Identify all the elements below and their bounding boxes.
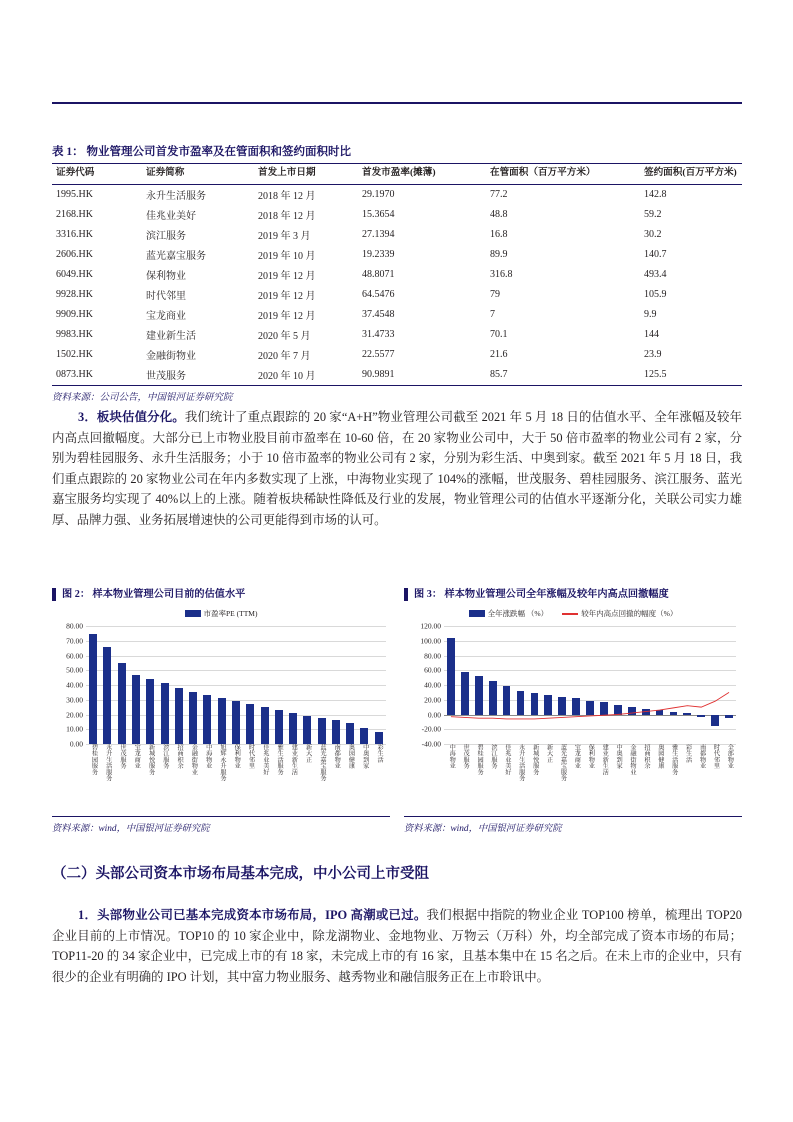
- cell-managed-area: 7: [490, 309, 495, 321]
- section-heading: （二）头部公司资本市场布局基本完成，中小公司上市受阻: [52, 866, 429, 882]
- figure-valuation-level: [52, 588, 390, 834]
- bar-rect: [246, 704, 254, 744]
- bar-rect: [146, 679, 154, 744]
- table-col-header: 在管面积（百万平方米）: [486, 164, 640, 185]
- cell-code: 9928.HK: [56, 289, 93, 301]
- cell-code: 9983.HK: [56, 329, 93, 341]
- cell-name: 佳兆业美好: [146, 211, 196, 223]
- y-tick-label: 20.00: [424, 695, 441, 705]
- bar-rect: [132, 675, 140, 744]
- cell-pe: 27.1394: [362, 229, 395, 241]
- figure3-plot-area: [404, 604, 742, 800]
- x-tick-label: 中奥到家: [615, 744, 623, 769]
- figure2-source: 资料来源：wind，中国银河证券研究院: [52, 824, 210, 834]
- x-tick-label: 蓝光嘉宝服务: [559, 744, 567, 782]
- y-tick-label: 60.00: [424, 665, 441, 675]
- cell-pe: 31.4733: [362, 329, 395, 341]
- y-tick-label: 30.00: [66, 695, 83, 705]
- x-tick-label: 建业新生活: [290, 744, 298, 775]
- cell-name: 永升生活服务: [146, 191, 206, 203]
- bar: [229, 626, 243, 744]
- bar-rect: [360, 728, 368, 744]
- legend-item-pe: [185, 608, 258, 619]
- y-tick-label: 100.00: [420, 636, 441, 646]
- bar-rect: [289, 713, 297, 744]
- cell-code: 1995.HK: [56, 189, 93, 201]
- cell-contracted-area: 142.8: [644, 189, 667, 201]
- table-col-header: 首发上市日期: [254, 164, 358, 185]
- cell-pe: 29.1970: [362, 189, 395, 201]
- paragraph-valuation: [52, 407, 742, 531]
- x-tick-label: 彩生活: [684, 744, 692, 763]
- figure2-rule: [52, 816, 390, 817]
- bar-rect: [118, 663, 126, 744]
- metrics-table: [52, 163, 742, 386]
- bar-rect: [375, 732, 383, 744]
- cell-code: 3316.HK: [56, 229, 93, 241]
- bar-rect: [89, 634, 97, 744]
- bar: [286, 626, 300, 744]
- x-tick-label: 佳兆业美好: [261, 744, 269, 775]
- bar-rect: [346, 723, 354, 744]
- bar: [172, 626, 186, 744]
- x-tick-label: 雅生活服务: [276, 744, 284, 775]
- x-tick-label: 碧桂园服务: [476, 744, 484, 775]
- legend-label: 全年涨跌幅 （%）: [487, 609, 549, 618]
- table-row: [52, 265, 742, 285]
- table-header-row: [52, 164, 742, 185]
- table-row: [52, 205, 742, 225]
- paragraph-capital-market: [52, 905, 742, 987]
- cell-date: 2019 年 12 月: [258, 311, 316, 323]
- figure2-title: 图 2： 样本物业管理公司目前的估值水平: [52, 588, 390, 601]
- table-body: [52, 184, 742, 385]
- bar-rect: [232, 701, 240, 744]
- cell-date: 2019 年 12 月: [258, 291, 316, 303]
- cell-date: 2018 年 12 月: [258, 191, 316, 203]
- y-tick-label: -20.00: [421, 724, 441, 734]
- figure3-y-axis: [404, 621, 444, 749]
- figure2-legend: [52, 608, 390, 619]
- x-tick-label: 金融街物业: [190, 744, 198, 775]
- paragraph-capital-lead: 1．头部物业公司已基本完成资本市场布局，IPO 高潮或已过。: [78, 908, 427, 922]
- bar-rect: [332, 720, 340, 744]
- x-tick-label: 全部物业: [726, 744, 734, 769]
- cell-contracted-area: 9.9: [644, 309, 657, 321]
- header-rule: [52, 102, 742, 104]
- bar-series: [86, 626, 386, 744]
- cell-contracted-area: 493.4: [644, 269, 667, 281]
- table-source: 资料来源：公司公告，中国银河证券研究院: [52, 393, 233, 403]
- table-col-header: 首发市盈率(摊薄): [358, 164, 486, 185]
- bar: [186, 626, 200, 744]
- figure2-y-axis: [52, 621, 86, 749]
- x-tick-label: 旭辉永升服务: [218, 744, 226, 782]
- x-tick-label: 新城悦服务: [531, 744, 539, 775]
- x-tick-label: 招商积余: [176, 744, 184, 769]
- x-tick-label: 新大正: [545, 744, 553, 763]
- bar: [115, 626, 129, 744]
- cell-contracted-area: 59.2: [644, 209, 662, 221]
- paragraph-valuation-body: 我们统计了重点跟踪的 20 家“A+H”物业管理公司截至 2021 年 5 月 18 日的估值水平、全年涨幅及较年内高点回撤幅度。大部分已上市物业股目前市盈率在 10-60 倍，在 20 家物业公司中，大于 50 倍市盈率的物业公司有 2 家，分别为碧桂园服务、永升生活服务；小于 10 倍市盈率的物业公司有 2 家，分别为彩生活、中奥到家。截至 2021 年 5 月 18 日，我们重点跟踪的 20 家物业公司在年内多数实现了上涨，中海物业实现了 104%的涨幅，世茂服务、碧桂园服务、滨江服务、蓝光嘉宝服务均实现了 40%以上的上涨。随着板块稀缺性降低及行业的发展，物业管理公司的估值水平逐渐分化，关联公司实力雄厚、品牌力强、业务拓展增速快的公司更能得到市场的认可。: [52, 410, 742, 527]
- x-tick-label: 招商积余: [642, 744, 650, 769]
- y-tick-label: 0.00: [69, 739, 83, 749]
- cell-code: 2606.HK: [56, 249, 93, 261]
- x-tick-label: 宝龙商业: [573, 744, 581, 769]
- legend-item-drawdown: [562, 608, 677, 619]
- table-col-header: 证券简称: [142, 164, 254, 185]
- bar-rect: [275, 710, 283, 744]
- legend-swatch-line-icon: [562, 613, 578, 615]
- x-tick-label: 世茂服务: [462, 744, 470, 769]
- x-tick-label: 永升生活服务: [104, 744, 112, 782]
- cell-name: 建业新生活: [146, 331, 196, 343]
- legend-swatch-bar-icon: [469, 610, 485, 617]
- x-tick-label: 佳兆业美好: [503, 744, 511, 775]
- x-tick-label: 南都物业: [698, 744, 706, 769]
- cell-code: 6049.HK: [56, 269, 93, 281]
- cell-name: 保利物业: [146, 271, 186, 283]
- cell-contracted-area: 125.5: [640, 365, 742, 386]
- x-tick-label: 中奥到家: [361, 744, 369, 769]
- bar: [315, 626, 329, 744]
- cell-name: 时代邻里: [146, 291, 186, 303]
- x-tick-label: 南都物业: [333, 744, 341, 769]
- x-tick-label: 雅生活服务: [670, 744, 678, 775]
- cell-managed-area: 85.7: [486, 365, 640, 386]
- x-tick-label: 蓝光嘉宝服务: [318, 744, 326, 782]
- x-tick-label: 中海物业: [448, 744, 456, 769]
- cell-code: 2168.HK: [56, 209, 93, 221]
- table-row: [52, 325, 742, 345]
- x-tick-label: 金融街物业: [629, 744, 637, 775]
- y-tick-label: 70.00: [66, 636, 83, 646]
- bar: [200, 626, 214, 744]
- cell-code: 1502.HK: [56, 349, 93, 361]
- bar: [372, 626, 386, 744]
- x-tick-label: 时代邻里: [247, 744, 255, 769]
- bar: [100, 626, 114, 744]
- x-tick-label: 世茂服务: [119, 744, 126, 769]
- cell-name: 金融街物业: [146, 351, 196, 363]
- x-tick-label: 新大正: [304, 744, 312, 763]
- cell-name: 蓝光嘉宝服务: [146, 251, 206, 263]
- figure3-rule: [404, 816, 742, 817]
- cell-date: 2020 年 7 月: [258, 351, 311, 363]
- cell-contracted-area: 144: [644, 329, 659, 341]
- bar: [243, 626, 257, 744]
- bar: [257, 626, 271, 744]
- cell-pe: 37.4548: [362, 309, 395, 321]
- x-tick-label: 保利物业: [587, 744, 595, 769]
- y-tick-label: 50.00: [66, 665, 83, 675]
- table-row: [52, 365, 742, 386]
- figure3-bars: [444, 626, 736, 744]
- legend-label: 市盈率PE (TTM): [203, 609, 258, 618]
- bar: [329, 626, 343, 744]
- cell-pe: 90.9891: [358, 365, 486, 386]
- y-tick-label: 40.00: [66, 680, 83, 690]
- paragraph-valuation-lead: 3．板块估值分化。: [78, 410, 185, 424]
- y-tick-label: 10.00: [66, 724, 83, 734]
- cell-date: 2019 年 3 月: [258, 231, 311, 243]
- bar-rect: [189, 692, 197, 744]
- table-col-header: 证券代码: [52, 164, 142, 185]
- bar-rect: [203, 695, 211, 744]
- cell-pe: 15.3654: [362, 209, 395, 221]
- x-tick-label: 建业新生活: [601, 744, 609, 775]
- y-tick-label: 60.00: [66, 651, 83, 660]
- drawdown-line: [444, 626, 736, 744]
- y-tick-label: 80.00: [424, 651, 441, 660]
- x-tick-label: 永升生活服务: [517, 744, 525, 782]
- legend-label: 较年内高点回撤的幅度（%）: [581, 609, 678, 618]
- table-col-header: 签约面积(百万平方米): [640, 164, 742, 185]
- paragraph-capital-body: 我们根据中指院的物业企业 TOP100 榜单，梳理出 TOP20 企业目前的上市情况。TOP10 的 10 家企业中，除龙湖物业、金地物业、万物云（万科）外，均全部完成了资本市场的布局；TOP11-20 的 34 家企业中，已完成上市的有 18 家，未完成上市的有 16 家，且基本集中在 15 名之后。在未上市的企业中，只有很少的企业有明确的 IPO 计划，其中富力物业服务、越秀物业和融信服务正在上市聆讯中。: [52, 908, 742, 984]
- y-tick-label: 40.00: [424, 680, 441, 690]
- y-tick-label: 20.00: [66, 710, 83, 719]
- bar-rect: [261, 707, 269, 744]
- cell-date: 2020 年 5 月: [258, 331, 311, 343]
- bar: [300, 626, 314, 744]
- bar: [86, 626, 100, 744]
- bar-rect: [161, 683, 169, 744]
- cell-managed-area: 77.2: [490, 189, 508, 201]
- table-row: [52, 225, 742, 245]
- y-tick-label: -40.00: [421, 739, 441, 749]
- figure3-source: 资料来源：wind，中国银河证券研究院: [404, 824, 562, 834]
- figure-gain-drawdown: [404, 588, 742, 834]
- x-tick-label: 保利物业: [233, 744, 241, 769]
- legend-item-gain: [469, 608, 549, 619]
- cell-contracted-area: 105.9: [644, 289, 667, 301]
- cell-managed-area: 16.8: [490, 229, 508, 241]
- bar: [129, 626, 143, 744]
- cell-date: 2020 年 10 月: [254, 365, 358, 386]
- bar-rect: [175, 688, 183, 744]
- cell-managed-area: 21.6: [490, 349, 508, 361]
- legend-swatch-bar-icon: [185, 610, 201, 617]
- x-tick-label: 碧桂园服务: [90, 744, 98, 775]
- cell-date: 2018 年 12 月: [258, 211, 316, 223]
- bar-rect: [303, 716, 311, 744]
- table-row: [52, 345, 742, 365]
- cell-managed-area: 70.1: [490, 329, 508, 341]
- y-tick-label: 120.00: [420, 621, 441, 631]
- cell-pe: 64.5476: [362, 289, 395, 301]
- bar: [343, 626, 357, 744]
- figure2-x-axis-labels: [86, 744, 386, 796]
- x-tick-label: 宝龙商业: [133, 744, 141, 769]
- x-tick-label: 滨江服务: [161, 744, 169, 769]
- y-tick-label: 80.00: [66, 621, 83, 631]
- cell-pe: 48.8071: [362, 269, 395, 281]
- cell-contracted-area: 30.2: [644, 229, 662, 241]
- cell-date: 2019 年 12 月: [258, 271, 316, 283]
- bar-rect: [103, 647, 111, 744]
- x-tick-label: 时代邻里: [712, 744, 720, 769]
- table-row: [52, 245, 742, 265]
- x-tick-label: 中海物业: [204, 744, 212, 769]
- x-tick-label: 奥园健康: [656, 744, 664, 769]
- table-row: [52, 285, 742, 305]
- bar-rect: [218, 698, 226, 744]
- bar-rect: [318, 718, 326, 744]
- cell-managed-area: 316.8: [490, 269, 513, 281]
- figure2-plot-area: [52, 604, 390, 800]
- cell-contracted-area: 140.7: [644, 249, 667, 261]
- cell-name: 宝龙商业: [146, 311, 186, 323]
- cell-code: 9909.HK: [56, 309, 93, 321]
- figure2-bars: [86, 626, 386, 744]
- cell-name: 滨江服务: [146, 231, 186, 243]
- bar: [272, 626, 286, 744]
- figure3-x-axis-labels: [444, 744, 736, 796]
- bar: [215, 626, 229, 744]
- figure3-title: 图 3： 样本物业管理公司全年涨幅及较年内高点回撤幅度: [404, 588, 742, 601]
- bar: [157, 626, 171, 744]
- cell-date: 2019 年 10 月: [258, 251, 316, 263]
- cell-pe: 22.5577: [362, 349, 395, 361]
- figure3-legend: [404, 608, 742, 619]
- cell-managed-area: 48.8: [490, 209, 508, 221]
- table-title: 表 1： 物业管理公司首发市盈率及在管面积和签约面积时比: [52, 146, 351, 158]
- y-tick-label: 0.00: [427, 710, 441, 719]
- cell-code: 0873.HK: [52, 365, 142, 386]
- x-tick-label: 彩生活: [376, 744, 384, 763]
- cell-pe: 19.2339: [362, 249, 395, 261]
- x-tick-label: 滨江服务: [489, 744, 497, 769]
- bar: [143, 626, 157, 744]
- cell-name: 世茂服务: [142, 365, 254, 386]
- table-row: [52, 305, 742, 325]
- bar: [357, 626, 371, 744]
- cell-contracted-area: 23.9: [644, 349, 662, 361]
- cell-managed-area: 79: [490, 289, 500, 301]
- cell-managed-area: 89.9: [490, 249, 508, 261]
- x-tick-label: 新城悦服务: [147, 744, 155, 775]
- table-row: [52, 184, 742, 205]
- x-tick-label: 奥园健康: [347, 744, 355, 769]
